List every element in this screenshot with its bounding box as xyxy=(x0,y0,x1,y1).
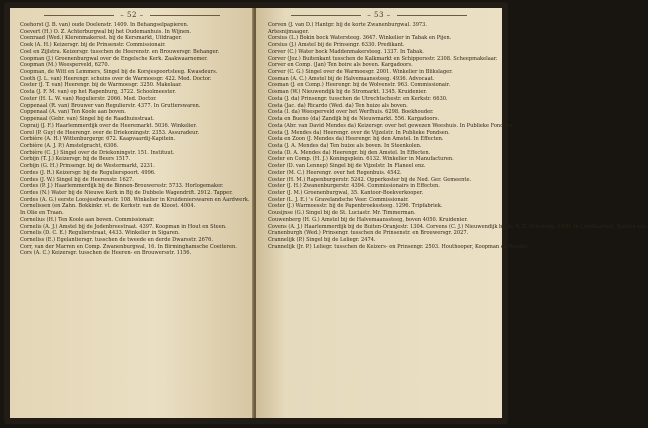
directory-entry: Cordes (A. G.) eerste Loosjesdwarsstr. 108. Winkelier in Kruidenierswaren en Aardwerk. xyxy=(20,196,250,203)
directory-entry: Costa (Abr. van David Mendes da) Keizersgr. over het gewezen Weeshuis. In Publieke Fondsen. xyxy=(268,122,514,129)
directory-entry: Corneliss (E.) Egelantiersgr. tusschen de tweede en derde Dwarsstr. 2676. xyxy=(20,237,214,243)
directory-entry: Coenraad (Wed.) Klerenmakersst. bij de Kersmarkt, Uitdrager. xyxy=(20,35,182,42)
directory-entry: Corbijn (G. H.) Prinsengr. bij de Westermarkt, 2231. xyxy=(20,163,155,170)
directory-entry: Coster (J. T. van) Heerengr. bij de Warmoesgr. 3250. Makelaar. xyxy=(20,82,182,89)
directory-entry: Coopman (J.) Groenenburgwal over de Engelsche Kerk. Zaakwaarnemer. xyxy=(20,55,208,62)
left-entries-list xyxy=(10,22,254,257)
directory-entry: Cooth (J. L. van) Heerengr. schuins over de Warmoesgr. 422. Med. Doctor. xyxy=(20,75,212,82)
directory-entry: Cornelissen (en Zahn. Bokkinkr. vt. de Kerkstr. van de Kloost. 4004. xyxy=(20,203,196,210)
directory-entry: Costa (J. Mendes da) Heerengr. over de Vijzelstr. In Publieke Fondsen. xyxy=(268,129,450,136)
directory-entry: Coster (J. M.) Groenenburgwal, 35. Kantoor-Boekverkooper. xyxy=(268,189,424,196)
directory-entry: Corbijn (T. J.) Keizersgr. bij de Beurs 1517. xyxy=(20,156,131,163)
right-page-number: 53 xyxy=(374,11,384,19)
directory-entry: Cosman (W.) Nieuwendijk bij de Stromarkt. 1345. Kruidenier. xyxy=(268,89,427,96)
directory-entry: Coster (J.) Warmoesstr. bij de Papenbroekssteeg. 1296. Tripfabriek. xyxy=(268,203,443,210)
directory-entry: Cranenburgh (Wed.) Prinsengr. tusschen de Prinsenstr. en Brouwersgr. 2027. xyxy=(268,230,469,237)
directory-entry: Artesnijmaager. xyxy=(268,28,309,35)
directory-entry: Costa (J. A. Mendes da) Ten huize als boven. In Steenkolen. xyxy=(268,142,422,149)
directory-entry: Corven (J. van D.) Hantgr. bij de korte Zwanenburgwal. 3973. xyxy=(268,22,428,28)
directory-entry: Corbière (A. J. P.) Amstelgracht, 6306. xyxy=(20,142,119,149)
directory-entry: Costa (Jac. da) Ricardo (Wed. da) Ten huize als boven. xyxy=(268,102,408,109)
directory-entry: Coehorst (J. B. van) oude Doelenstr. 1409. In Behangselpapieren. xyxy=(20,22,189,28)
directory-entry: Coster (D. van Lennep) Singel bij de Vijzelstr. In Flaneel enz. xyxy=(268,163,426,170)
directory-entry: Corbière (C. J.) Singel over de Driekoningstr. 151. Instituut. xyxy=(20,149,175,156)
left-page-number: 52 xyxy=(127,11,137,19)
directory-entry: Coppenaal (Gebr. van) Singel bij de Raadhuisstraat. xyxy=(20,116,155,123)
directory-entry: Coppenaal (A. van) Ten Koole aan boven. xyxy=(20,109,126,116)
directory-entry: Cornelis (A. J.) Amstel bij de Jodenbreestraat. 4397. Koopman in Hout en Steen. xyxy=(20,223,227,230)
directory-entry: Cordes (N.) Water bij de Nieuwe Kerk in Bij de Dubbele Wagendrift. 2912. Tapper. xyxy=(20,189,233,196)
right-page-header: – 53 – xyxy=(256,8,502,22)
header-rule xyxy=(150,15,220,16)
directory-entry: Cordes (J. R.) Keizersgr. bij de Regulierspoort. 4996. xyxy=(20,169,156,176)
left-page xyxy=(10,8,254,418)
directory-entry: Corsius (J.) Amstel bij de Prinsengr. 6330. Predikant. xyxy=(268,42,405,49)
directory-entry: Crannelijk (P.) Singel bij de Leliegr. 2474. xyxy=(268,237,376,243)
directory-entry: Coek (A. H.) Keizersgr. bij de Prinsenstr. Commissionair. xyxy=(20,42,166,49)
directory-entry: Coopman (M.) Weesperveld, 6270. xyxy=(20,62,110,69)
directory-entry: Cosman (A. C.) Amstel bij de Halvemaanssteeg. 4936. Advocaat. xyxy=(268,75,435,82)
directory-entry: Cosman (J. en Comp.) Heerengr. bij de Wolvenstr. 963. Commissionair. xyxy=(268,82,451,89)
directory-entry: Costa (J. F. M. van) op het Rapenburg, 3722. Schoolmeester. xyxy=(20,89,176,96)
header-rule xyxy=(397,15,467,16)
directory-entry: Costa (D. A. Mendes da) Heerengr. bij den Amstel. In Effecten. xyxy=(268,149,431,156)
directory-entry: Coster en Comp. (H. J.) Koningsplein. 6132. Winkelier in Manufacturen. xyxy=(268,156,454,163)
directory-entry: Coster (J. H.) Zwanenburgerstr. 4394. Commissionairs in Effecten. xyxy=(268,183,440,190)
header-rule xyxy=(44,15,114,16)
directory-entry: Corver (C. G.) Singel over de Warmoesgr. 2001. Winkelier in Blikslager. xyxy=(268,69,453,76)
book xyxy=(4,2,648,424)
directory-entry: Cornelis (D. C. E.) Regulierstraat, 4433. Winkelier in Sigaren. xyxy=(20,230,180,237)
directory-entry: Corbière (A. H.) Wittenburgergr. 672. Kaapvaardij-Kapitein. xyxy=(20,136,176,143)
directory-entry: Coster (L. J. E.) 's Gravelandsche Veer. Commissionair. xyxy=(268,196,409,203)
directory-entry: Corsius (L.) Bokin bock Watersteeg. 3647. Winkelier in Tabak en Pijen. xyxy=(268,35,452,42)
left-page-header: – 52 – xyxy=(10,8,254,22)
directory-entry: Coster (H. L. W. van) Regulierstr. 2066. Med. Doctor. xyxy=(20,95,157,102)
directory-entry: In Olie en Traan. xyxy=(20,210,64,217)
directory-entry: Costa en Zoon (J. Mendes da) Heerengr. bij den Amstel. In Effecten. xyxy=(268,136,444,143)
directory-entry: Cousijnse (G.) Singel bij de St. Luciastr. Mr. Timmerman. xyxy=(268,210,416,217)
right-page xyxy=(256,8,648,418)
right-entries-list xyxy=(256,22,648,250)
directory-entry: Costa (J. da) Prinsengr. tusschen de Utrechtschestr. en Kerkstr. 6630. xyxy=(268,95,448,102)
directory-entry: Corver (C.) Water bock Maddenmakersteeg. 1337. In Tabak. xyxy=(268,48,424,55)
directory-entry: Copraij (J. F.) Haarlemmerdijk over de Heeremarkt. 5036. Winkelier. xyxy=(20,122,197,129)
directory-entry: Coevert (H.) O. Z. Achterburgwal bij het Oudemanhuis. In Wijnen. xyxy=(20,28,192,35)
directory-entry: Corver (Joz.) Buitenkant tusschen de Kalkmarkt en Schippersstr. 2308. Scheepmakelaar. xyxy=(268,55,498,62)
directory-entry: Coel en Zijlstra. Keizersgr. tusschen de Heerenstr. en Brouwersgr. Behanger. xyxy=(20,48,220,55)
directory-entry: Costa en Bueno (da) Zandijk bij de Nieuwmarkt. 556. Kargadoors. xyxy=(268,116,440,123)
directory-entry: Crannelijk (Jr. P.) Leliegr. tusschen de Keizers- en Prinsengr. 2503. Houthooper, Koopman en Reeder. xyxy=(268,243,529,250)
directory-entry: Corr, van der Marren en Comp. Zwanenburgwal, 16. In Birminghamsche Coeiteren. xyxy=(20,243,237,250)
directory-entry: Coppenaal (R. van) Brouwer van Regulierstr. 4377. In Grutterswaren. xyxy=(20,102,201,109)
header-rule xyxy=(291,15,361,16)
directory-entry: Coster (M. C.) Heerengr. over het Regenbuis. 4542. xyxy=(268,169,402,176)
directory-entry: Costa (I. da) Weesperveld over het Werfhuis. 6298. Boekhouder. xyxy=(268,109,434,116)
directory-entry: Corel (P. Guy) de Heerengr. over de Driekoningstr. 2353. Assuradeur. xyxy=(20,129,199,136)
directory-entry: Coopman, de Witt en Lemmers, Singel bij de Korsjespoortsteeg. Kwasdeurs. xyxy=(20,69,218,76)
directory-entry: Cordes (J. W.) Singel bij de Heerenstr. 1627. xyxy=(20,176,134,183)
directory-entry: Covens (A. J.) Haarlemmerdijk bij de Buiten-Oranjestr. 1304. Corvens (C. J.) Nieuwendijk bij de N. Z. Armsteeg. 1400. In Landkaarten, Boeken enz. xyxy=(268,223,648,230)
directory-entry: Couwenberg (H. G.) Amstel bij de Halvemaanssteeg, boven 4050. Kruidenier. xyxy=(268,216,468,223)
directory-entry: Corver en Comp. (Jan) Ten boire als boven. Kargadoors. xyxy=(268,62,413,69)
directory-entry: Cordes (P. J.) Haarlemmerdijk bij de Binnen-Brouwersstr. 5733. Horlogemaker. xyxy=(20,183,224,190)
directory-entry: Cors (A. C.) Keizersgr. tusschen de Heeren- en Brouwersstr. 1156. xyxy=(20,250,192,257)
directory-entry: Coster (H. M.) Rapenburgerstr. 5242. Opperkoster bij de Ned. Ger. Gemeente. xyxy=(268,176,472,183)
directory-entry: Cornelius (H.) Ten Koole aan boven. Commissionair. xyxy=(20,216,155,223)
